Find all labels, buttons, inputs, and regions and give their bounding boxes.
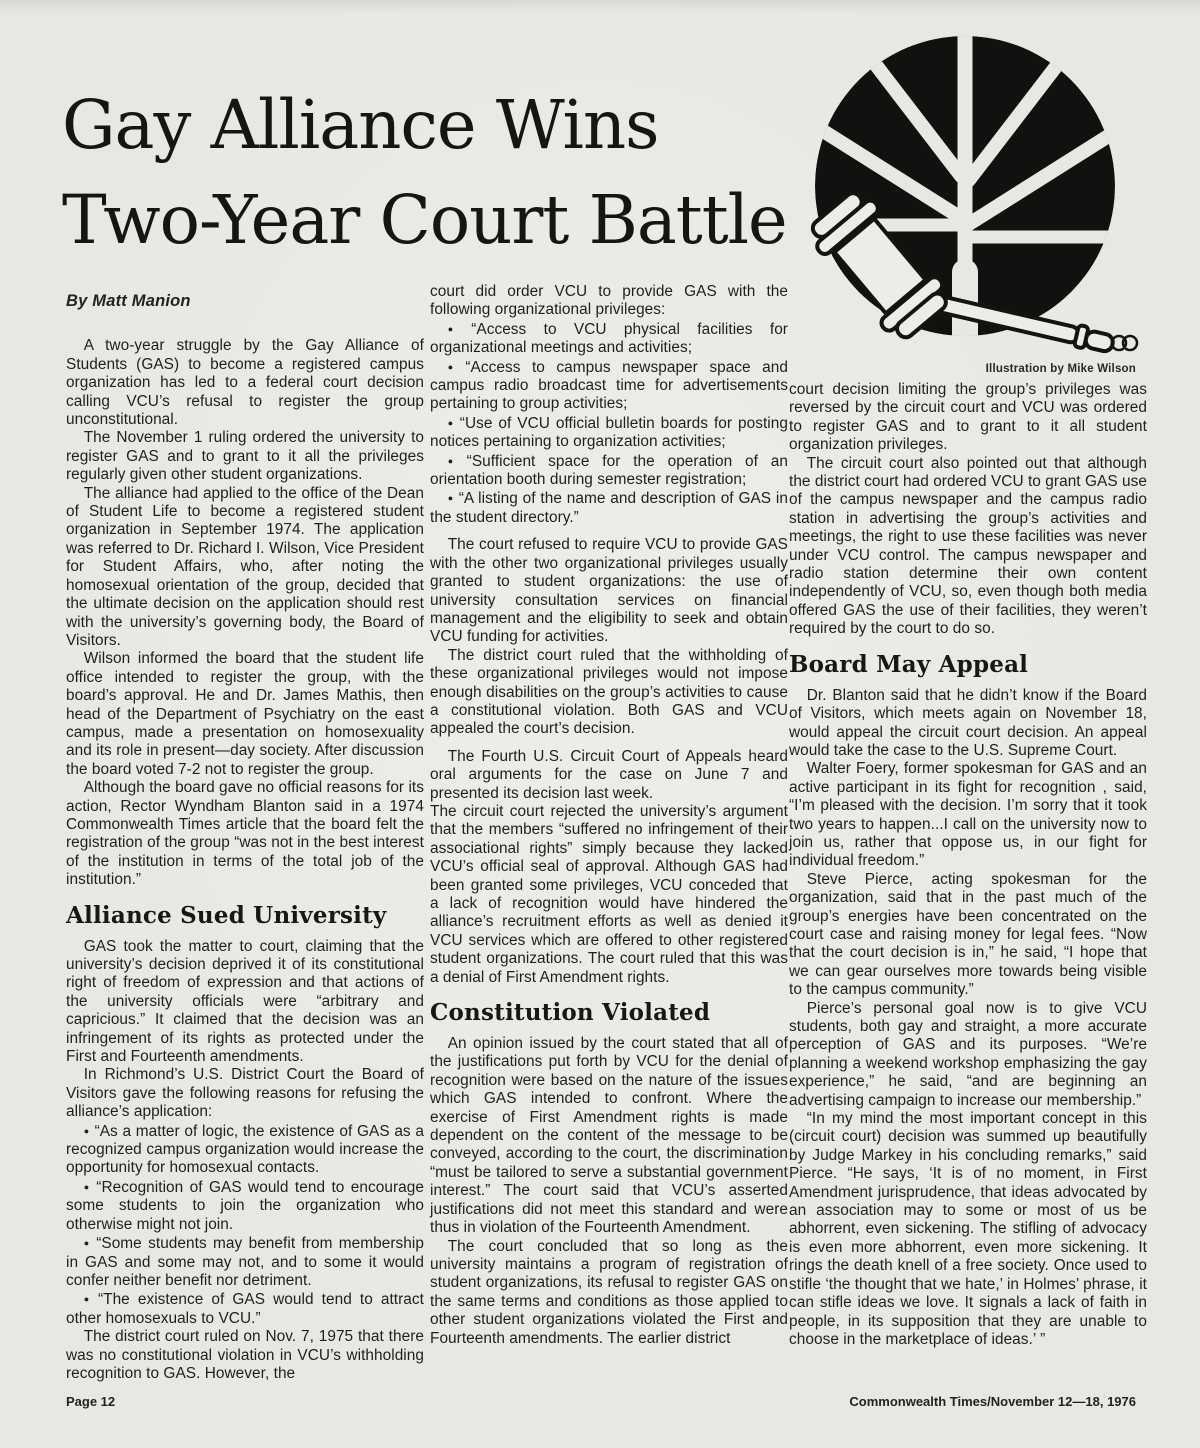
bullet-item: [66, 1290, 424, 1328]
bullet-icon: ●: [447, 417, 455, 428]
bullet-text: “Use of VCU official bulletin boards for posting notices pertaining to organization activities;: [430, 414, 788, 451]
headline-line-1: Gay Alliance Wins: [62, 86, 659, 164]
article-paragraph: Dr. Blanton said that he didn’t know if the Board of Visitors, which meets again on November 18, would appeal the circuit court decision. An appeal would take the case to the U.S. Supreme Court.: [789, 686, 1147, 759]
section-heading: Constitution Violated: [430, 999, 711, 1027]
article-paragraph: “In my mind the most important concept in this (circuit court) decision was summed up beautifully by Judge Markey in his concluding remarks,” said Pierce. “He says, ‘It is of no moment, in First Amendment jurisprudence, that ideas advocated by an association may to some or most of us be abhorrent, even sickening. The stifling of advocacy is even more abhorrent, even more sickening. It rings the death knell of a free society. Once used to stifle ‘the thought that we hate,’ in Holmes’ phrase, it can stifle ideas we love. It signals a lack of faith in people, in its supposition that they are unable to choose in the marketplace of ideas.’ ”: [789, 1110, 1147, 1348]
bullet-text: “Recognition of GAS would tend to encourage some students to join the organization who otherwise might not join.: [66, 1178, 424, 1233]
bullet-item: [430, 452, 788, 490]
article-paragraph: Wilson informed the board that the student life office intended to register the group, with the board’s approval. He and Dr. James Mathis, then head of the Department of Psychiatry on the east campus, made a presentation on homosexuality and its role in present—day society. After discussion the board voted 7-2 not to register the group.: [66, 650, 424, 778]
bullet-icon: ●: [83, 1125, 90, 1136]
headline: [62, 78, 787, 268]
article-paragraph: An opinion issued by the court stated that all of the justifications put forth by VCU for the denial of recognition were based on the nature of the issues which GAS intended to confront. Where the exercise of First Amendment rights is made dependent on the content of the message to be conveyed, according to the court, the discrimination “must be tailored to serve a substantial government interest.” The court said that VCU’s asserted justifications did not meet this standard and were thus in violation of the Fourteenth Amendment.: [430, 1035, 788, 1237]
bullet-icon: ●: [447, 323, 467, 334]
bullet-text: “The existence of GAS would tend to attract other homosexuals to VCU.”: [66, 1291, 424, 1327]
article-paragraph: court decision limiting the group’s privileges was reversed by the circuit court and VCU was ordered to register GAS and to grant to it all student organization privileges.: [789, 381, 1147, 454]
bullet-text: “Access to VCU physical facilities for organizational meetings and activities;: [430, 320, 788, 357]
article-paragraph: The November 1 ruling ordered the university to register GAS and to grant to it all the privileges regularly given other student organizations.: [66, 429, 424, 484]
bullet-item: [430, 358, 788, 414]
article-paragraph: court did order VCU to provide GAS with the following organizational privileges:: [430, 283, 788, 319]
bullet-icon: ●: [447, 361, 461, 372]
section-heading: Board May Appeal: [789, 650, 1029, 678]
gavel-tree-illustration: [797, 14, 1142, 364]
section-heading: Alliance Sued University: [66, 901, 387, 929]
article-paragraph: Although the board gave no official reasons for its action, Rector Wyndham Blanton said in a 1974 Commonwealth Times article that the board felt the registration of the group “was not in the best interest of the institution in terms of the total job of the institution.”: [66, 779, 424, 889]
article-paragraph: Pierce’s personal goal now is to give VCU students, both gay and straight, a more accurate perception of GAS and its purposes. “We’re planning a weekend workshop emphasizing the gay experience,” he said, “and are beginning an advertising campaign to increase our membership.”: [789, 999, 1147, 1109]
edition-line: Commonwealth Times/November 12—18, 1976: [849, 1394, 1136, 1409]
bullet-icon: ●: [447, 493, 454, 504]
page-number: Page 12: [66, 1394, 116, 1409]
article-paragraph: The Fourth U.S. Circuit Court of Appeals heard oral arguments for the case on June 7 and presented its decision last week.: [430, 747, 788, 802]
article-column-3: [789, 381, 1147, 1349]
article-paragraph: Walter Foery, former spokesman for GAS and an active participant in its fight for recognition , said, “I’m pleased with the decision. I’m sorry that it took two years to happen...I call on the university now to join us, rather that oppose us, in our fight for individual freedom.”: [789, 760, 1147, 870]
bullet-icon: ●: [83, 1238, 92, 1249]
headline-line-2: Two-Year Court Battle: [62, 181, 787, 259]
bullet-text: “As a matter of logic, the existence of GAS as a recognized campus organization would increase the opportunity for homosexual contacts.: [66, 1122, 424, 1177]
article-paragraph: The court refused to require VCU to provide GAS with the other two organizational privileges usually granted to student organizations: the use of university consultation services on financial management and the eligibility to seek and obtain VCU funding for activities.: [430, 536, 788, 646]
illustration-credit: Illustration by Mike Wilson: [985, 363, 1136, 375]
artist-mark-icon: [1112, 336, 1137, 350]
bullet-icon: ●: [83, 1294, 93, 1305]
article-paragraph: The circuit court rejected the university’s argument that the members “suffered no infringement of their associational rights” simply because they lacked VCU’s official seal of approval. Although GAS had been granted some privileges, VCU conceded that a lack of recognition would have hindered the alliance’s recruitment efforts as well as denied it VCU services which are offered to other registered student organizations. The court ruled that this was a denial of First Amendment rights.: [430, 802, 788, 986]
bullet-item: [430, 320, 788, 358]
bullet-text: “Some students may benefit from membership in GAS and some may not, and to some it would confer neither benefit nor detriment.: [66, 1235, 424, 1289]
article-paragraph: A two-year struggle by the Gay Alliance of Students (GAS) to become a registered campus organization has led to a federal court decision calling VCU’s refusal to register the group unconstitutional.: [66, 337, 424, 429]
article-paragraph: The circuit court also pointed out that although the district court had ordered VCU to grant GAS use of the campus newspaper and the campus radio station in advertising the group’s activities and meetings, the right to use these facilities was never under VCU control. The campus newspaper and radio station determine their own content independently of VCU, so, even though both media offered GAS the use of their facilities, they weren’t required by the court to do so.: [789, 454, 1147, 638]
article-paragraph: The district court ruled that the withholding of these organizational privileges would not impose enough disabilities on the group’s activities to cause a constitutional violation. Both GAS and VCU appealed the court’s decision.: [430, 646, 788, 738]
bullet-text: “Sufficient space for the operation of an orientation booth during semester registration;: [430, 452, 788, 489]
article-paragraph: In Richmond’s U.S. District Court the Board of Visitors gave the following reasons for refusing the alliance’s application:: [66, 1066, 424, 1121]
bullet-item: [66, 1234, 424, 1290]
article-column-2: [430, 283, 788, 1348]
page-footer: [66, 1394, 1136, 1409]
bullet-item: [430, 414, 788, 452]
bullet-item: [66, 1178, 424, 1234]
article-paragraph: The district court ruled on Nov. 7, 1975 that there was no constitutional violation in VCU’s withholding recognition to GAS. However, the: [66, 1328, 424, 1382]
byline: By Matt Manion: [66, 292, 191, 310]
bullet-text: “Access to campus newspaper space and campus radio broadcast time for advertisements pertaining to group activities;: [430, 358, 788, 413]
bullet-item: [66, 1122, 424, 1178]
article-paragraph: Steve Pierce, acting spokesman for the organization, said that in the past much of the group’s energies have been concentrated on the court case and raising money for legal fees. “Now that the court decision is in,” he said, “I hope that we can gear ourselves more towards being visible to the campus community.”: [789, 870, 1147, 999]
bullet-icon: ●: [447, 455, 462, 466]
bullet-icon: ●: [83, 1181, 92, 1192]
article-paragraph: The alliance had applied to the office of the Dean of Student Life to become a registered student organization in September 1974. The application was referred to Dr. Richard I. Wilson, Vice President for Student Affairs, who, after noting the homosexual orientation of the group, decided that the ultimate decision on the application should rest with the university’s governing body, the Board of Visitors.: [66, 484, 424, 649]
bullet-item: [430, 489, 788, 527]
bullet-text: “A listing of the name and description of GAS in the student directory.”: [430, 490, 788, 526]
article-paragraph: The court concluded that so long as the university maintains a program of registration of student organizations, its refusal to register GAS on the same terms and conditions as those applied to other student organizations violated the First and Fourteenth amendments. The earlier district: [430, 1237, 788, 1347]
article-column-1: [66, 292, 424, 1383]
article-paragraph: GAS took the matter to court, claiming that the university’s decision deprived it of its constitutional right of freedom of expression and that actions of the university officials were “arbitrary and capricious.” It claimed that the decision was an infringement of its rights as protected under the First and Fourteenth amendments.: [66, 937, 424, 1066]
